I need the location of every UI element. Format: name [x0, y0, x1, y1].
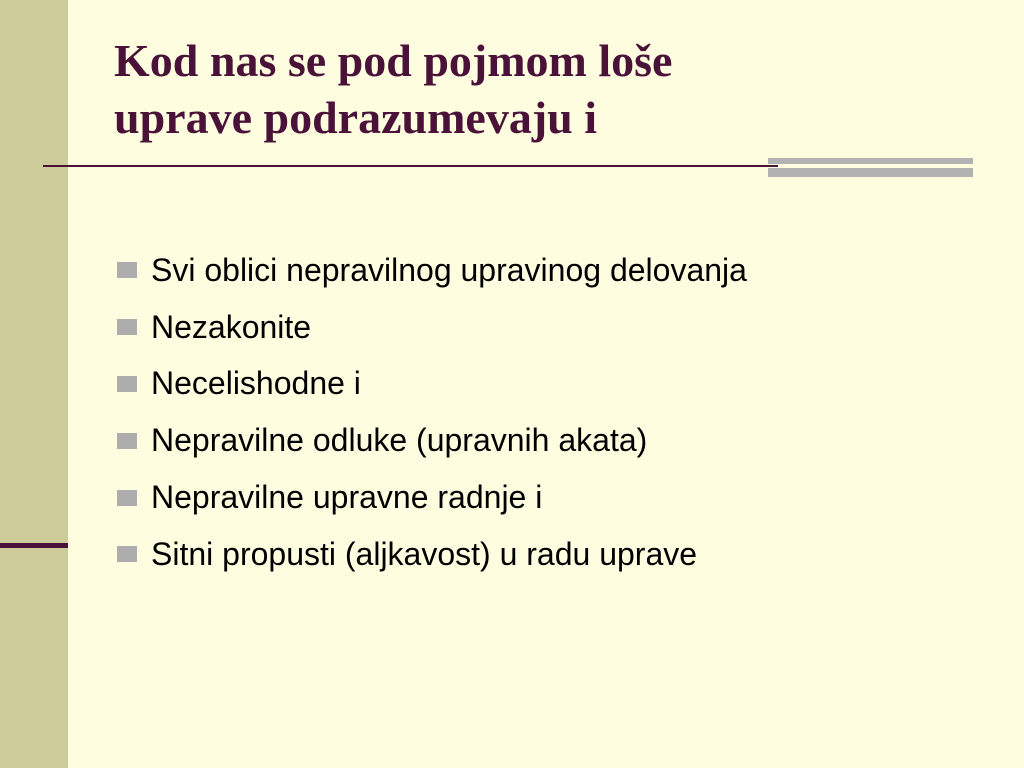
bullet-item	[117, 412, 997, 469]
bullet-item	[117, 242, 997, 299]
bullet-text: Svi oblici nepravilnog upravinog delovanja	[151, 251, 747, 288]
left-decorative-band	[0, 0, 68, 768]
bullet-list	[117, 242, 997, 583]
bullet-text: Nepravilne upravne radnje i	[151, 479, 543, 516]
square-bullet-icon	[117, 262, 137, 278]
left-accent-bar	[0, 543, 68, 548]
square-bullet-icon	[117, 546, 137, 562]
bullet-text: Necelishodne i	[151, 365, 361, 402]
slide-title-line-2: uprave podrazumevaju i	[114, 92, 597, 143]
gray-bar-bottom	[768, 168, 973, 177]
bullet-text: Nezakonite	[151, 308, 312, 345]
square-bullet-icon	[117, 490, 137, 506]
bullet-item	[117, 356, 997, 413]
bullet-item	[117, 469, 997, 526]
bullet-text: Nepravilne odluke (upravnih akata)	[151, 422, 648, 459]
square-bullet-icon	[117, 433, 137, 449]
square-bullet-icon	[117, 319, 137, 335]
slide-title	[114, 32, 994, 146]
bullet-item	[117, 526, 997, 583]
slide-title-line-1: Kod nas se pod pojmom loše	[114, 35, 673, 86]
gray-bar-top	[768, 158, 973, 164]
title-gray-double-bar	[768, 158, 973, 178]
bullet-text: Sitni propusti (aljkavost) u radu uprave	[151, 535, 698, 572]
title-underline	[43, 165, 778, 167]
bullet-item	[117, 299, 997, 356]
square-bullet-icon	[117, 376, 137, 392]
